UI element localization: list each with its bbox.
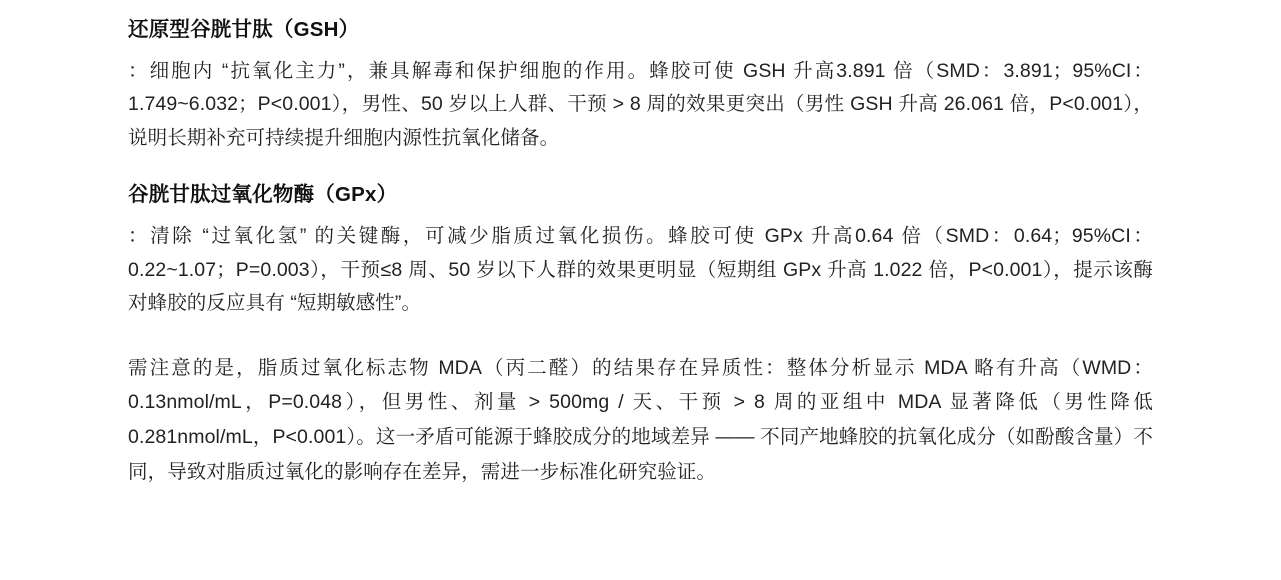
section-heading-gpx: 谷胱甘肽过氧化物酶（GPx） <box>128 183 398 207</box>
closing-paragraph: 需注意的是，脂质过氧化标志物 MDA（丙二醛）的结果存在异质性：整体分析显示 MDA 略有升高（WMD：0.13nmol/mL，P=0.048），但男性、剂量 > 500mg / 天、干预 > 8 周的亚组中 MDA 显著降低（男性降低 0.281nmol/mL，P<0.001）。这一矛盾可能源于蜂胶成分的地域差异 —— 不同产地蜂胶的抗氧化成分（如酚酸含量）不同，导致对脂质过氧化的影响存在差异，需进一步标准化研究验证。 <box>128 356 1153 483</box>
section-body-gpx: ：清除 “过氧化氢” 的关键酶，可减少脂质过氧化损伤。蜂胶可使 GPx 升高0.64 倍（SMD：0.64；95%CI：0.22~1.07；P=0.003），干预≤8 周、50 岁以下人群的效果更明显（短期组 GPx 升高 1.022 倍，P<0.001），提示该酶对蜂胶的反应具有 “短期敏感性”。 <box>128 224 1153 315</box>
section-body-gsh: ：细胞内 “抗氧化主力”，兼具解毒和保护细胞的作用。蜂胶可使 GSH 升高3.891 倍（SMD：3.891；95%CI：1.749~6.032；P<0.001），男性、50 岁以上人群、干预 > 8 周的效果更突出（男性 GSH 升高 26.061 倍，P<0.001），说明长期补充可持续提升细胞内源性抗氧化储备。 <box>128 59 1153 149</box>
closing-section <box>128 351 1153 490</box>
section-gpx <box>128 181 1153 320</box>
section-heading-gsh: 还原型谷胱甘肽（GSH） <box>128 18 360 41</box>
section-gsh <box>128 16 1153 155</box>
